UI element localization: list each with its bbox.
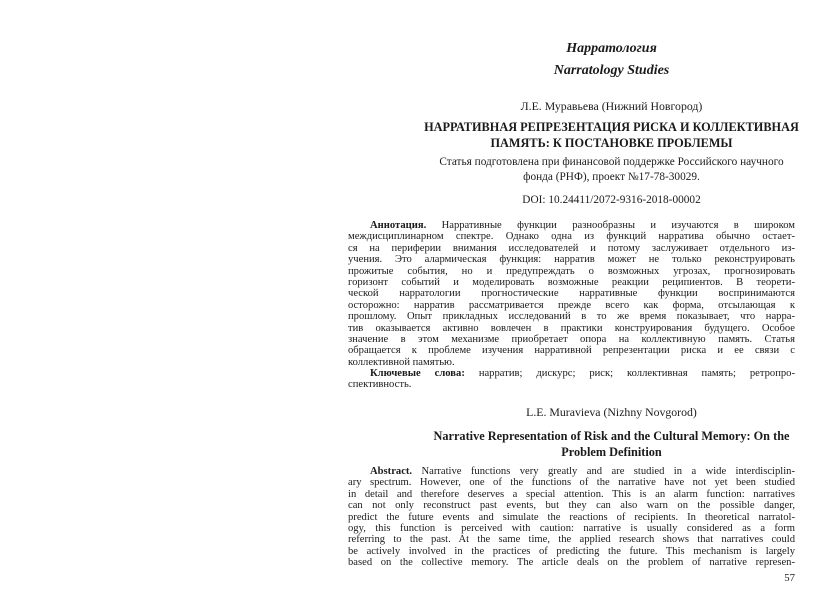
abstract-ru-label: Аннотация.	[370, 220, 427, 231]
abstract-en-label: Abstract.	[370, 466, 413, 477]
keywords-ru-first-line-text: нарратив; дискурс; риск; коллективная память; ретропро-	[478, 368, 795, 380]
article-author-ru: Л.Е. Муравьева (Нижний Новгород)	[520, 99, 703, 113]
text-line: осторожно: нарратив рассматривается прежде всего как форма, отсылающая к	[348, 299, 795, 311]
abstract-ru-last-line: коллективной памятью.	[348, 356, 455, 368]
article-title-en-line2: Problem Definition	[561, 445, 662, 459]
article-title-en-line1: Narrative Representation of Risk and the Cultural Memory: On the	[433, 429, 790, 443]
text-line: ary spectrum. However, one of the functions of the narrative have not yet been studied	[348, 477, 795, 489]
text-line: горизонт событий и моделировать возможные реакции реципиентов. В теорети-	[348, 276, 795, 288]
funding-note-line1: Статья подготовлена при финансовой поддержке Российского научного	[439, 156, 784, 168]
keywords-ru-first-line	[348, 368, 795, 379]
article-author-en: L.E. Muravieva (Nizhny Novgorod)	[526, 405, 697, 419]
abstract-en	[348, 466, 795, 569]
text-line: обращается к проблеме изучения нарративной репрезентации риска и ее связи с	[348, 345, 795, 357]
doi-label: DOI: 10.24411/2072-9316-2018-00002	[522, 194, 701, 206]
article-title-ru-line1: НАРРАТИВНАЯ РЕПРЕЗЕНТАЦИЯ РИСКА И КОЛЛЕКТИВНАЯ	[424, 120, 799, 134]
page-number: 57	[784, 572, 795, 584]
abstract-ru-first-line	[348, 220, 795, 231]
text-line: учения. Это алармическая функция: нарратив может не только реконструировать	[348, 254, 795, 266]
rubric-en-label: Narratology Studies	[553, 63, 670, 78]
text-line: ся на периферии внимания исследователей и потому заслуживает отдельного из-	[348, 242, 795, 254]
funding-note	[388, 155, 820, 185]
text-line: in detail and therefore deserves a special attention. This is an alarm function: narratives	[348, 488, 795, 500]
text-line: ogy, this function is perceived with caution: narrative is usually considered as a form	[348, 522, 795, 534]
rubric-header	[388, 38, 820, 82]
text-line: прожитые события, но и предупреждать о возможных угрозах, прогнозировать	[348, 265, 795, 277]
keywords-ru-last-line: спективность.	[348, 379, 412, 391]
text-line: прошлому. Опыт прикладных исследований в то же время показывает, что нарра-	[348, 311, 795, 323]
abstract-ru	[348, 220, 795, 391]
text-line: значение в этом механизме приобретает опора на коллективную память. Статья	[348, 333, 795, 345]
text-line: can not only reconstruct past events, but they can also warn on the possible danger,	[348, 500, 795, 512]
keywords-ru-label: Ключевые слова:	[370, 368, 465, 380]
abstract-ru-lines	[348, 231, 795, 356]
article-title-en	[388, 428, 820, 460]
article-title-ru	[388, 120, 820, 151]
text-line: predict the future events and simulate the reactions of recipients. In theoretical narratol-	[348, 511, 795, 523]
text-line: based on the collective memory. The article deals on the problem of narrative represen-	[348, 557, 795, 569]
abstract-en-first-line	[348, 466, 795, 477]
text-line: be actively involved in the practices of predicting the future. This mechanism is largely	[348, 545, 795, 557]
rubric-ru-label: Нарратология	[566, 41, 657, 56]
text-line: междисциплинарном спектре. Однако одна из функций нарратива обычно остает-	[348, 231, 795, 243]
text-line: тив оказывается активно вовлечен в практики конструирования будущего. Особое	[348, 322, 795, 334]
abstract-en-lines	[348, 477, 795, 568]
text-line: ческой нарратологии прогностические нарративные функции воспринимаются	[348, 288, 795, 300]
abstract-ru-first-line-text: Нарративные функции разнообразны и изучаются в широком	[441, 220, 795, 231]
article-title-ru-line2: ПАМЯТЬ: К ПОСТАНОВКЕ ПРОБЛЕМЫ	[490, 135, 733, 150]
text-line: referring to the past. At the same time, the applied research shows that narratives could	[348, 534, 795, 546]
abstract-en-first-line-text: Narrative functions very greatly and are studied in a wide interdisciplin-	[421, 466, 795, 477]
funding-note-line2: фонда (РНФ), проект №17-78-30029.	[523, 171, 700, 183]
